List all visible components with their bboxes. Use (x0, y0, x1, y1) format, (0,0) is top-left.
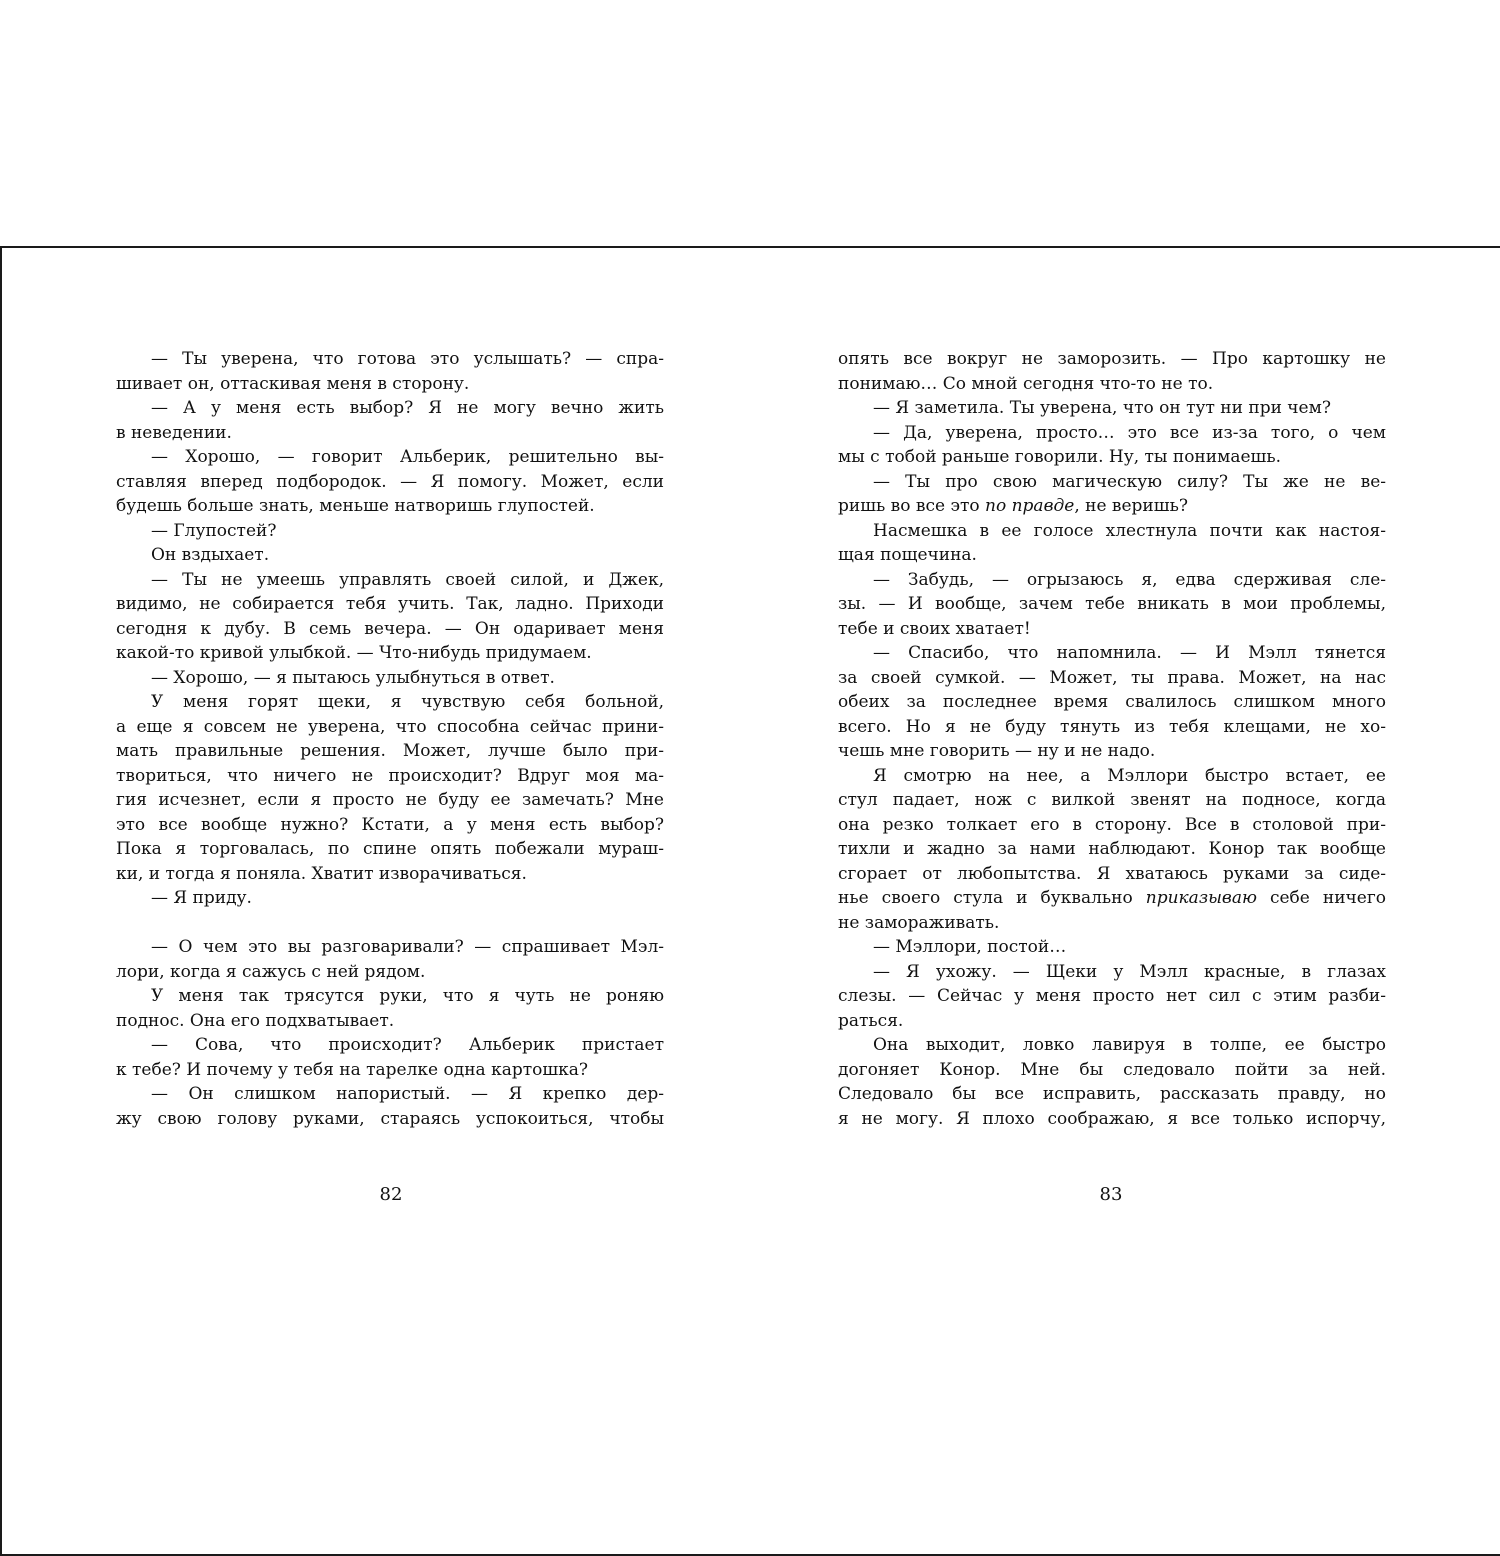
text-line (838, 494, 1386, 519)
text-span: ришь во все это (838, 496, 986, 516)
text-line: тебе и своих хватает! (838, 618, 1031, 639)
text-line: ки, и тогда я поняла. Хватит изворачиваться. (116, 863, 527, 884)
text-line: — Хорошо, — я пытаюсь улыбнуться в ответ. (151, 667, 555, 688)
book-spread (0, 246, 1500, 1556)
left-page-text (116, 347, 664, 1131)
text-line: Он вздыхает. (151, 545, 270, 565)
text-line: жу свою голову руками, стараясь успокоиться, чтобы (116, 1108, 664, 1129)
text-line: будешь больше знать, меньше натворишь глупостей. (116, 496, 595, 516)
text-line: я не могу. Я плохо соображаю, я все только испорчу, (838, 1108, 1386, 1129)
text-line: — Спасибо, что напомнила. — И Мэлл тянется (873, 643, 1386, 663)
text-line: — Сова, что происходит? Альберик пристает (151, 1035, 664, 1055)
right-page-text (838, 347, 1386, 1131)
italic-text: приказываю (1145, 888, 1257, 908)
text-line: чешь мне говорить — ну и не надо. (838, 741, 1156, 761)
text-line: она резко толкает его в сторону. Все в столовой при- (838, 814, 1386, 835)
text-span: нье своего стула и буквально (838, 888, 1146, 908)
text-line: в неведении. (116, 422, 232, 443)
text-line: мы с тобой раньше говорили. Ну, ты понимаешь. (838, 447, 1281, 467)
text-line: Пока я торговалась, по спине опять побежали мураш- (116, 839, 664, 859)
text-line: твориться, что ничего не происходит? Вдруг моя ма- (116, 765, 664, 786)
text-line: тихли и жадно за нами наблюдают. Конор так вообще (838, 839, 1386, 859)
text-line: щая пощечина. (838, 545, 977, 565)
text-line: Она выходит, ловко лавируя в толпе, ее быстро (873, 1035, 1386, 1055)
text-line: стул падает, нож с вилкой звенят на подносе, когда (838, 790, 1386, 810)
text-line: гия исчезнет, если я просто не буду ее замечать? Мне (116, 790, 664, 810)
text-line: какой-то кривой улыбкой. — Что-нибудь придумаем. (116, 643, 592, 663)
text-line: лори, когда я сажусь с ней рядом. (116, 961, 426, 982)
text-line: догоняет Конор. Мне бы следовало пойти за ней. (838, 1059, 1386, 1080)
text-line: — Я приду. (151, 888, 252, 908)
text-line: — Да, уверена, просто… это все из-за того, о чем (873, 422, 1386, 443)
text-line: опять все вокруг не заморозить. — Про картошку не (838, 349, 1386, 369)
text-line: Насмешка в ее голосе хлестнула почти как настоя- (873, 520, 1386, 541)
text-line: к тебе? И почему у тебя на тарелке одна картошка? (116, 1059, 589, 1080)
text-line: видимо, не собирается тебя учить. Так, ладно. Приходи (116, 594, 664, 614)
text-line: — Ты уверена, что готова это услышать? — спра- (151, 349, 664, 369)
text-line: — Забудь, — огрызаюсь я, едва сдерживая сле- (873, 569, 1386, 590)
text-line: не замораживать. (838, 912, 1000, 933)
text-line: обеих за последнее время свалилось слишком много (838, 692, 1386, 712)
text-line: — О чем это вы разговаривали? — спрашивает Мэл- (151, 937, 664, 957)
text-line: — Мэллори, постой… (873, 937, 1067, 957)
text-line: мать правильные решения. Может, лучше было при- (116, 741, 664, 761)
page-number-left: 82 (379, 1184, 403, 1205)
text-line: — А у меня есть выбор? Я не могу вечно жить (151, 398, 664, 418)
text-line (838, 886, 1386, 911)
text-line: — Хорошо, — говорит Альберик, решительно вы- (151, 447, 664, 467)
text-line: понимаю… Со мной сегодня что-то не то. (838, 373, 1214, 394)
text-line: — Я ухожу. — Щеки у Мэлл красные, в глазах (873, 961, 1386, 982)
text-line: У меня горят щеки, я чувствую себя больной, (151, 692, 664, 712)
italic-text: по правде (985, 496, 1075, 516)
text-line: слезы. — Сейчас у меня просто нет сил с этим разби- (838, 986, 1386, 1006)
text-line: — Ты про свою магическую силу? Ты же не ве- (873, 471, 1386, 492)
text-line: а еще я совсем не уверена, что способна сейчас прини- (116, 716, 664, 737)
text-line: — Глупостей? (151, 520, 277, 541)
text-line: за своей сумкой. — Может, ты права. Может, на нас (838, 667, 1386, 688)
text-line: Я смотрю на нее, а Мэллори быстро встает, ее (873, 765, 1386, 786)
text-line: зы. — И вообще, зачем тебе вникать в мои проблемы, (838, 594, 1386, 614)
text-line: сегодня к дубу. В семь вечера. — Он одаривает меня (116, 618, 664, 639)
text-line: шивает он, оттаскивая меня в сторону. (116, 373, 470, 394)
text-line: сгорает от любопытства. Я хватаюсь руками за сиде- (838, 863, 1386, 884)
text-line: — Я заметила. Ты уверена, что он тут ни при чем? (873, 398, 1331, 418)
text-line: это все вообще нужно? Кстати, а у меня есть выбор? (116, 814, 664, 835)
text-line: — Он слишком напористый. — Я крепко дер- (151, 1084, 664, 1104)
text-line: ставляя вперед подбородок. — Я помогу. Может, если (116, 471, 664, 492)
text-span: , не веришь? (1074, 496, 1188, 516)
text-line: раться. (838, 1010, 904, 1031)
text-span: себе ничего (1256, 888, 1386, 908)
text-line: всего. Но я не буду тянуть из тебя клещами, не хо- (838, 716, 1386, 737)
text-line: Следовало бы все исправить, рассказать правду, но (838, 1084, 1386, 1104)
page-number-right: 83 (1099, 1184, 1123, 1205)
text-line: поднос. Она его подхватывает. (116, 1010, 395, 1031)
text-line: — Ты не умеешь управлять своей силой, и Джек, (151, 569, 664, 590)
text-line: У меня так трясутся руки, что я чуть не роняю (151, 986, 664, 1006)
